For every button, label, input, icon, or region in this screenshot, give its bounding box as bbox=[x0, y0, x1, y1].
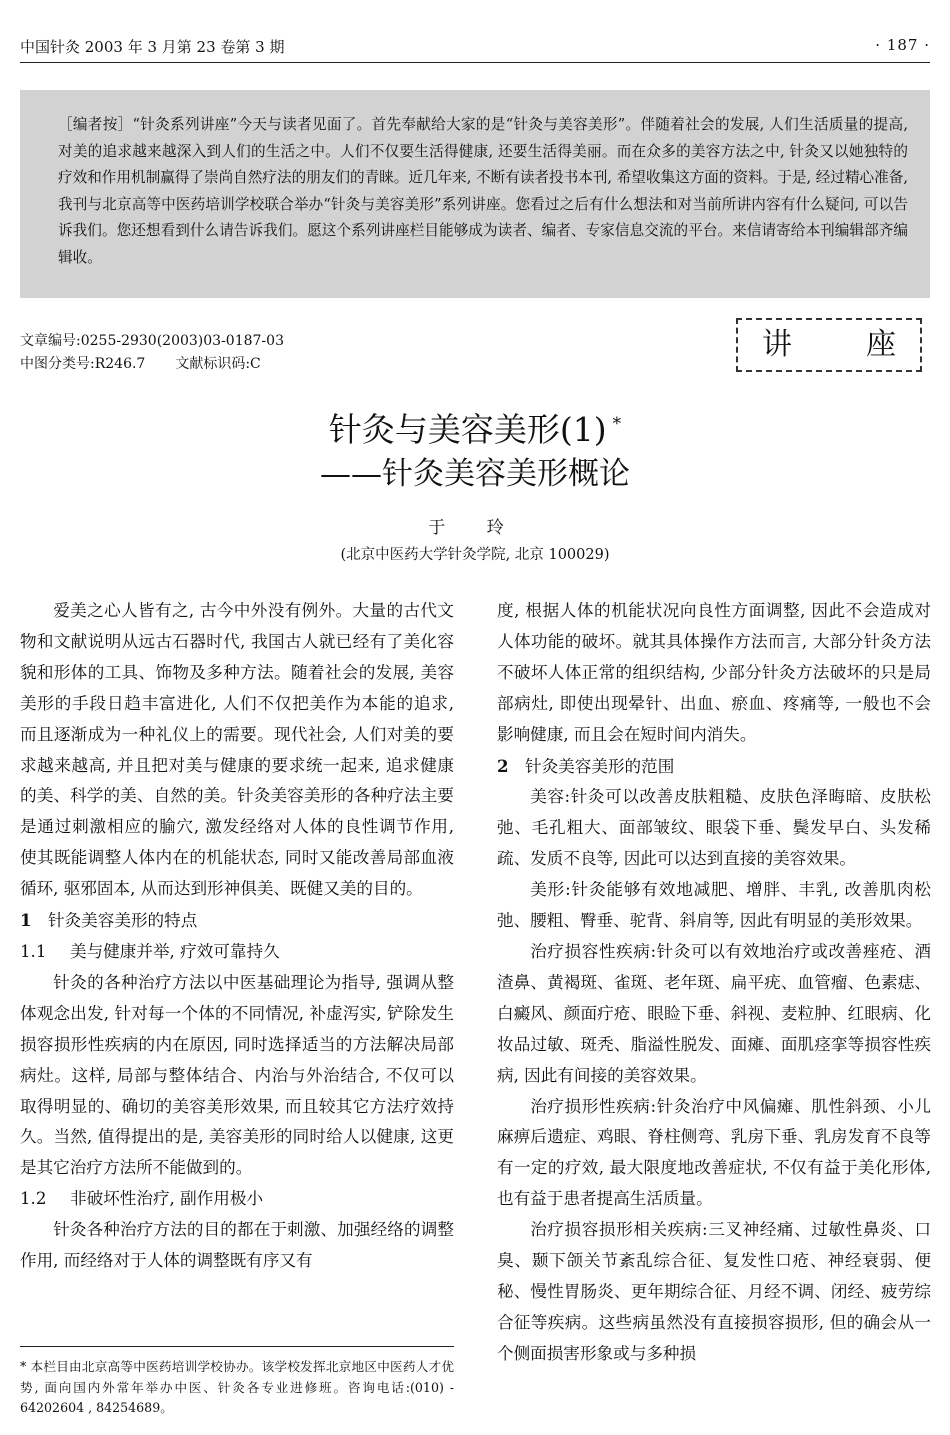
title-main: 针灸与美容美形(1) bbox=[328, 410, 607, 449]
page-number: · 187 · bbox=[875, 36, 930, 54]
section-number: 1 bbox=[20, 910, 32, 931]
section-title: 针灸美容美形的特点 bbox=[48, 911, 198, 931]
article-title bbox=[0, 402, 950, 452]
footnote: * 本栏目由北京高等中医药培训学校协办。该学校发挥北京地区中医药人才优势, 面向国内外常年举办中医、针灸各专业进修班。咨询电话:(010) - 64202604 , 84254689。 bbox=[20, 1346, 454, 1419]
paragraph: 美形:针灸能够有效地减肥、增胖、丰乳, 改善肌肉松弛、腰粗、臀垂、驼背、斜肩等, 因此有明显的美形效果。 bbox=[497, 880, 931, 931]
journal-issue: 中国针灸 2003 年 3 月第 23 卷第 3 期 bbox=[20, 38, 285, 56]
paragraph: 针灸的各种治疗方法以中医基础理论为指导, 强调从整体观念出发, 针对每一个体的不同情况, 补虚泻实, 铲除发生损容损形性疾病的内在原因, 同时选择适当的方法解决局部病灶。这样, 局部与整体结合、内治与外治结合, 不仅可以取得明显的、确切的美容美形效果, 而且较其它方法疗效持久。当然, 值得提出的是, 美容美形的同时给人以健康, 这更是其它治疗方法所不能做到的。 bbox=[20, 972, 454, 1178]
section-heading-2 bbox=[497, 751, 931, 783]
subsection-number: 1.1 bbox=[20, 941, 47, 961]
stamp-char-2: 座 bbox=[866, 327, 896, 362]
paragraph: 针灸各种治疗方法的目的都在于刺激、加强经络的调整作用, 而经络对于人体的调整既有序又有 bbox=[20, 1220, 454, 1271]
subsection-number: 1.2 bbox=[20, 1189, 47, 1209]
right-column bbox=[497, 596, 931, 1370]
paragraph: 美容:针灸可以改善皮肤粗糙、皮肤色泽晦暗、皮肤松弛、毛孔粗大、面部皱纹、眼袋下垂、鬓发早白、头发稀疏、发质不良等, 因此可以达到直接的美容效果。 bbox=[497, 787, 931, 869]
section-number: 2 bbox=[497, 755, 509, 776]
article-number: 文章编号:0255-2930(2003)03-0187-03 bbox=[20, 333, 284, 349]
document-code: 文献标识码:C bbox=[175, 356, 261, 372]
author-affiliation: (北京中医药大学针灸学院, 北京 100029) bbox=[340, 547, 610, 563]
paragraph: 治疗损容性疾病:针灸可以有效地治疗或改善痤疮、酒渣鼻、黄褐斑、雀斑、老年斑、扁平疣、血管瘤、色素痣、白癜风、颜面疔疮、眼睑下垂、斜视、麦粒肿、红眼病、化妆品过敏、斑秃、脂溢性脱发、面瘫、面肌痉挛等损容性疾病, 因此有间接的美容效果。 bbox=[497, 941, 931, 1085]
stamp-char-1: 讲 bbox=[762, 327, 792, 362]
section-heading-1 bbox=[20, 905, 454, 937]
subsection-title: 非破坏性治疗, 副作用极小 bbox=[70, 1189, 264, 1209]
column-stamp bbox=[736, 318, 922, 372]
subsection-heading-1-1 bbox=[20, 937, 454, 968]
paragraph: 度, 根据人体的机能状况向良性方面调整, 因此不会造成对人体功能的破坏。就其具体操作方法而言, 大部分针灸方法不破坏人体正常的组织结构, 少部分针灸方法破坏的只是局部病灶, 即使出现晕针、出血、瘀血、疼痛等, 一般也不会影响健康, 而且会在短时间内消失。 bbox=[497, 601, 931, 744]
editor-note-box bbox=[20, 90, 930, 298]
subsection-heading-1-2 bbox=[20, 1184, 454, 1215]
paragraph: 治疗损形性疾病:针灸治疗中风偏瘫、肌性斜颈、小儿麻痹后遗症、鸡眼、脊柱侧弯、乳房下垂、乳房发育不良等有一定的疗效, 最大限度地改善症状, 不仅有益于美化形体, 也有益于患者提高生活质量。 bbox=[497, 1096, 931, 1209]
left-column bbox=[20, 596, 454, 1277]
running-header bbox=[20, 36, 930, 63]
author-name: 于 玲 bbox=[428, 518, 522, 538]
article-meta bbox=[20, 330, 284, 376]
title-footnote-mark: * bbox=[612, 414, 622, 434]
article-subtitle: ——针灸美容美形概论 bbox=[320, 456, 630, 492]
section-title: 针灸美容美形的范围 bbox=[525, 756, 675, 776]
clc-number: 中图分类号:R246.7 bbox=[20, 356, 146, 372]
paragraph: 爱美之心人皆有之, 古今中外没有例外。大量的古代文物和文献说明从远古石器时代, 我国古人就已经有了美化容貌和形体的工具、饰物及多种方法。随着社会的发展, 美容美形的手段日趋丰富进化, 人们不仅把美作为本能的追求, 而且逐渐成为一种礼仪上的需要。现代社会, 人们对美的要求越来越高, 并且把对美与健康的要求统一起来, 追求健康的美、科学的美、自然的美。针灸美容美形的各种疗法主要是通过刺激相应的腧穴, 激发经络对人体的良性调节作用, 使其既能调整人体内在的机能状态, 同时又能改善局部血液循环, 驱邪固本, 从而达到形神俱美、既健又美的目的。 bbox=[20, 601, 454, 899]
editor-note-text: “针灸系列讲座”今天与读者见面了。首先奉献给大家的是“针灸与美容美形”。伴随着社会的发展, 人们生活质量的提高, 对美的追求越来越深入到人们的生活之中。人们不仅要生活得健康, 还要生活得美丽。而在众多的美容方法之中, 针灸又以她独特的疗效和作用机制赢得了崇尚自然疗法的朋友们的青睐。近几年来, 不断有读者投书本刊, 希望收集这方面的资料。于是, 经过精心准备, 我刊与北京高等中医药培训学校联合举办“针灸与美容美形”系列讲座。您看过之后有什么想法和对当前所讲内容有什么疑问, 可以告诉我们。您还想看到什么请告诉我们。愿这个系列讲座栏目能够成为读者、编者、专家信息交流的平台。来信请寄给本刊编辑部齐编辑收。 bbox=[58, 116, 908, 266]
subsection-title: 美与健康并举, 疗效可靠持久 bbox=[70, 941, 280, 961]
editor-note-label: ［编者按］ bbox=[58, 116, 133, 133]
paragraph: 治疗损容损形相关疾病:三叉神经痛、过敏性鼻炎、口臭、颞下颌关节紊乱综合征、复发性口疮、神经衰弱、便秘、慢性胃肠炎、更年期综合征、月经不调、闭经、疲劳综合征等疾病。这些病虽然没有直接损容损形, 但的确会从一个侧面损害形象或与多种损 bbox=[497, 1220, 931, 1363]
